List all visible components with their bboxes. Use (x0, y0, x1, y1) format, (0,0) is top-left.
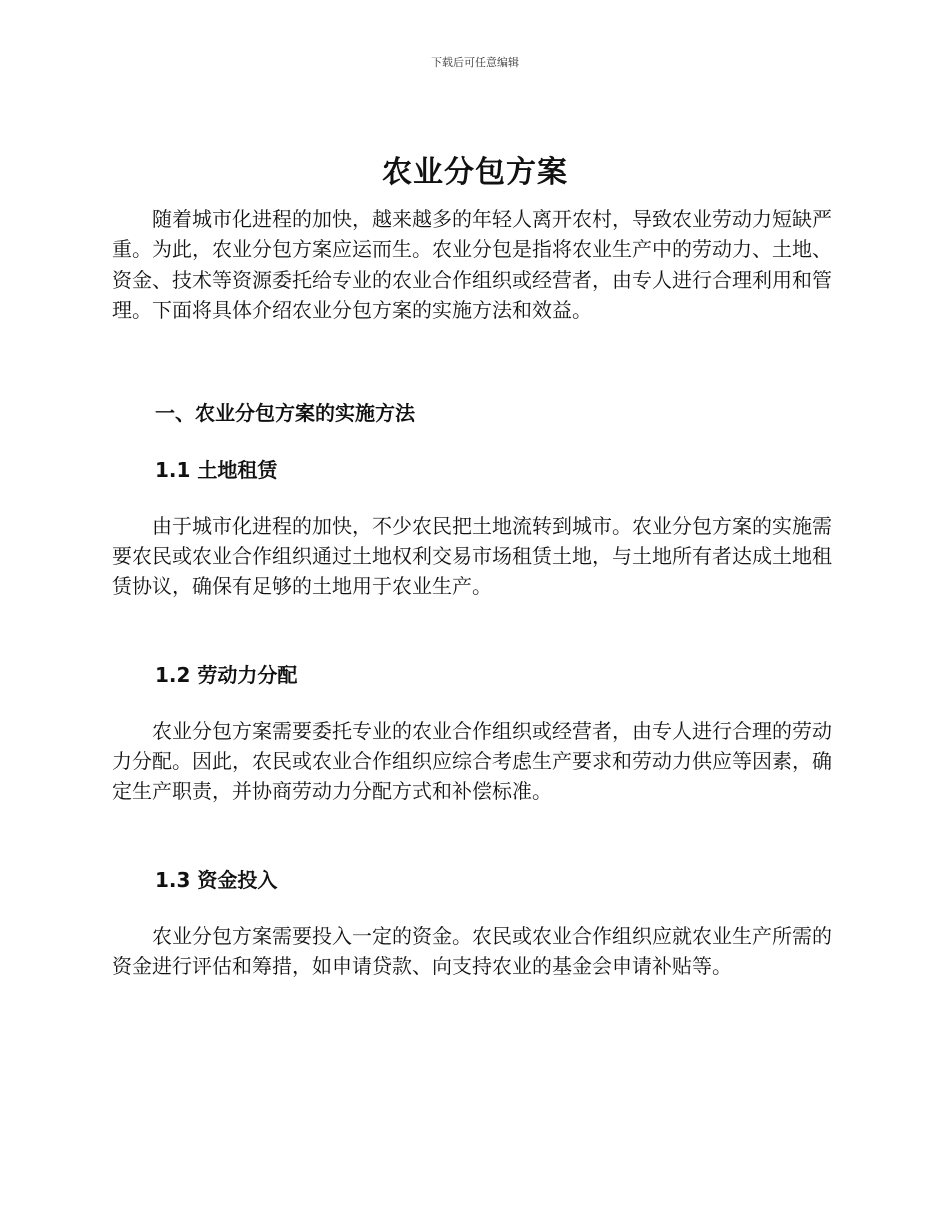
page-header-note: 下载后可任意编辑 (431, 56, 519, 69)
paragraph-land-lease: 由于城市化进程的加快，不少农民把土地流转到城市。农业分包方案的实施需要农民或农业合作组织通过土地权利交易市场租赁土地，与土地所有者达成土地租赁协议，确保有足够的土地用于农业生产。 (112, 514, 832, 598)
subheading-capital-investment: 1.3 资金投入 (155, 868, 278, 892)
paragraph-capital-investment: 农业分包方案需要投入一定的资金。农民或农业合作组织应就农业生产所需的资金进行评估和筹措，如申请贷款、向支持农业的基金会申请补贴等。 (112, 924, 832, 978)
document-title: 农业分包方案 (382, 155, 568, 190)
subheading-land-lease: 1.1 土地租赁 (155, 458, 278, 482)
subheading-labor-allocation: 1.2 劳动力分配 (155, 663, 298, 687)
intro-paragraph: 随着城市化进程的加快，越来越多的年轻人离开农村，导致农业劳动力短缺严重。为此，农业分包方案应运而生。农业分包是指将农业生产中的劳动力、土地、资金、技术等资源委托给专业的农业合作组织或经营者，由专人进行合理利用和管理。下面将具体介绍农业分包方案的实施方法和效益。 (112, 207, 832, 322)
section-heading-implementation: 一、农业分包方案的实施方法 (155, 401, 415, 425)
paragraph-labor-allocation: 农业分包方案需要委托专业的农业合作组织或经营者，由专人进行合理的劳动力分配。因此，农民或农业合作组织应综合考虑生产要求和劳动力供应等因素，确定生产职责，并协商劳动力分配方式和补偿标准。 (112, 719, 832, 803)
